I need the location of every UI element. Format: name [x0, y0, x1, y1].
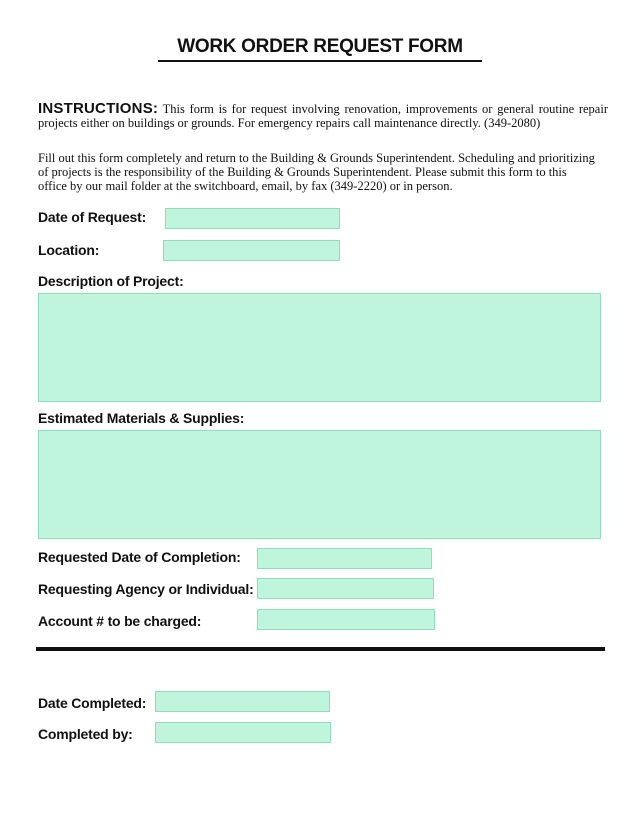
completion-date-field[interactable] [257, 548, 432, 569]
completion-date-label: Requested Date of Completion: [38, 549, 241, 565]
requesting-agency-label: Requesting Agency or Individual: [38, 581, 254, 597]
materials-field[interactable] [38, 430, 601, 539]
date-of-request-label: Date of Request: [38, 209, 147, 225]
fill-out-line-3: office by our mail folder at the switchboard, email, by fax (349-2220) or in person. [38, 179, 453, 193]
instructions-heading: INSTRUCTIONS: [38, 100, 159, 117]
instructions-line-2: projects either on buildings or grounds. For emergency repairs call maintenance directly. (349-2080) [38, 116, 541, 130]
account-label: Account # to be charged: [38, 613, 202, 629]
instructions-paragraph [38, 102, 608, 130]
form-title: WORK ORDER REQUEST FORM [158, 36, 482, 62]
location-field[interactable] [163, 240, 340, 261]
fill-out-line-1: Fill out this form completely and return to the Building & Grounds Superintendent. Scheduling and prioritizing [38, 151, 595, 165]
account-field[interactable] [257, 609, 435, 630]
description-label: Description of Project: [38, 273, 184, 289]
description-field[interactable] [38, 293, 601, 402]
location-label: Location: [38, 242, 100, 258]
date-completed-label: Date Completed: [38, 695, 147, 711]
fill-out-line-2: of projects is the responsibility of the Building & Grounds Superintendent. Please submit this form to this [38, 165, 567, 179]
instructions-line-1: This form is for request involving renovation, improvements or general routine repair [162, 102, 608, 116]
fill-out-paragraph [38, 151, 608, 193]
date-of-request-field[interactable] [165, 208, 340, 229]
completed-by-field[interactable] [155, 722, 331, 743]
section-divider [36, 647, 605, 651]
requesting-agency-field[interactable] [257, 578, 434, 599]
date-completed-field[interactable] [155, 691, 330, 712]
completed-by-label: Completed by: [38, 726, 133, 742]
materials-label: Estimated Materials & Supplies: [38, 410, 245, 426]
